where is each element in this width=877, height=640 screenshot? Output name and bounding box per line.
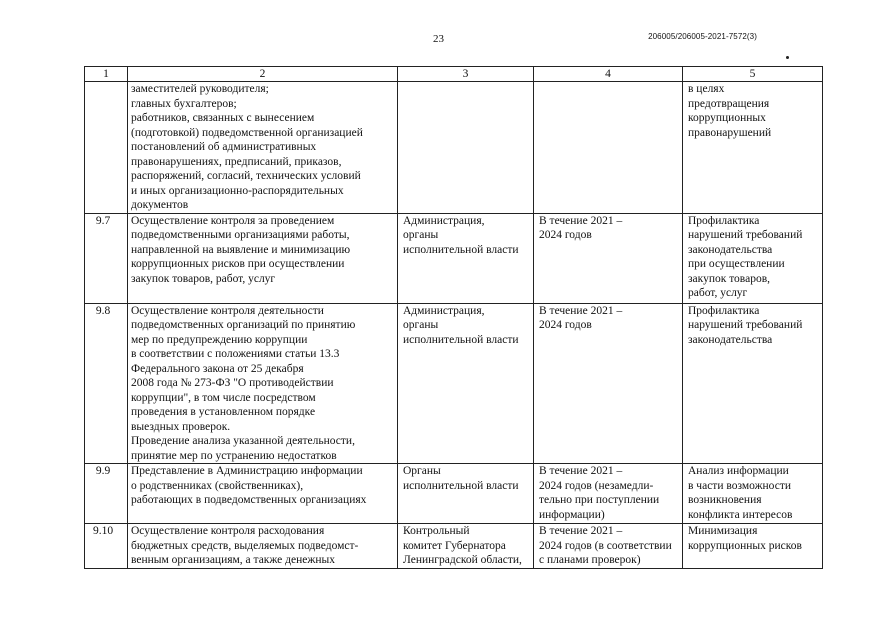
cell-text-line: 2024 годов (в соответствии <box>539 539 672 552</box>
responsible-cell <box>398 464 534 524</box>
cell-text-line: принятие мер по устранению недостатков <box>131 449 337 462</box>
measure-cell <box>128 213 398 303</box>
cell-text-line: заместителей руководителя; <box>131 83 269 95</box>
responsible-cell <box>398 213 534 303</box>
table-row <box>85 464 823 524</box>
cell-text-line: предотвращения <box>688 97 770 110</box>
result-cell <box>683 303 823 464</box>
cell-text-line: направленной на выявление и минимизацию <box>131 243 351 256</box>
cell-text-line: правонарушений <box>688 126 772 139</box>
result-cell <box>683 464 823 524</box>
cell-text-line: работников, связанных с вынесением <box>131 112 315 124</box>
cell-text-line: Администрация, <box>403 214 485 227</box>
table-body <box>85 82 823 569</box>
responsible-cell <box>398 524 534 569</box>
cell-text-line: 2024 годов <box>539 229 592 241</box>
cell-text-line: в части возможности <box>688 479 791 492</box>
cell-text-line: коррупции", в том числе посредством <box>131 391 316 404</box>
deadline-cell <box>534 82 683 214</box>
deadline-cell <box>534 303 683 464</box>
cell-text-line: Администрация, <box>403 304 485 317</box>
table-row <box>85 213 823 303</box>
column-header-4: 4 <box>534 67 683 82</box>
cell-text-line: подведомственных организаций по принятию <box>131 319 356 331</box>
item-number: 9.8 <box>85 303 128 464</box>
responsible-cell <box>398 82 534 214</box>
cell-text-line: Осуществление контроля за проведением <box>131 214 335 227</box>
cell-text-line: конфликта интересов <box>688 508 793 521</box>
cell-text-line: Осуществление контроля расходования <box>131 525 325 537</box>
cell-text-line: 2024 годов (незамедли- <box>539 479 654 492</box>
deadline-cell <box>534 524 683 569</box>
document-id: 206005/206005-2021-7572(3) <box>648 32 757 41</box>
item-number <box>85 82 128 214</box>
cell-text-line: работающих в подведомственных организациях <box>131 494 367 506</box>
measures-table <box>84 66 823 569</box>
cell-text-line: информации) <box>539 508 605 521</box>
cell-text-line: тельно при поступлении <box>539 494 660 506</box>
cell-text-line: о родственниках (свойственниках), <box>131 479 304 492</box>
cell-text-line: В течение 2021 – <box>539 465 623 477</box>
table-row <box>85 524 823 569</box>
item-number: 9.9 <box>85 464 128 524</box>
cell-text-line: органы <box>403 319 439 331</box>
cell-text-line: Федерального закона от 25 декабря <box>131 362 304 375</box>
cell-text-line: В течение 2021 – <box>539 304 623 317</box>
cell-text-line: В течение 2021 – <box>539 214 623 227</box>
table-row <box>85 82 823 214</box>
cell-text-line: исполнительной власти <box>403 333 519 346</box>
cell-text-line: с планами проверок) <box>539 554 641 566</box>
cell-text-line: Осуществление контроля деятельности <box>131 304 324 317</box>
cell-text-line: выездных проверок. <box>131 420 231 433</box>
page-number: 23 <box>433 33 444 45</box>
table-header-row <box>85 67 823 82</box>
column-header-5: 5 <box>683 67 823 82</box>
cell-text-line: Проведение анализа указанной деятельности, <box>131 435 355 447</box>
scan-mark <box>786 56 789 59</box>
cell-text-line: постановлений об административных <box>131 141 317 153</box>
cell-text-line: комитет Губернатора <box>403 539 506 552</box>
cell-text-line: законодательства <box>688 243 773 256</box>
cell-text-line: исполнительной власти <box>403 243 519 256</box>
cell-text-line: закупок товаров, <box>688 272 770 285</box>
column-header-3: 3 <box>398 67 534 82</box>
cell-text-line: венным организациям, а также денежных <box>131 554 335 566</box>
cell-text-line: органы <box>403 229 439 241</box>
cell-text-line: Ленинградской области, <box>403 554 522 566</box>
cell-text-line: (подготовкой) подведомственной организацией <box>131 126 363 139</box>
cell-text-line: в целях <box>688 83 725 95</box>
cell-text-line: подведомственными организациями работы, <box>131 229 350 241</box>
item-number: 9.7 <box>85 213 128 303</box>
measure-cell <box>128 464 398 524</box>
column-header-2: 2 <box>128 67 398 82</box>
cell-text-line: Минимизация <box>688 525 758 537</box>
cell-text-line: работ, услуг <box>688 287 748 299</box>
measure-cell <box>128 303 398 464</box>
cell-text-line: бюджетных средств, выделяемых подведомст- <box>131 539 359 552</box>
cell-text-line: Анализ информации <box>688 465 789 477</box>
cell-text-line: законодательства <box>688 333 773 346</box>
result-cell <box>683 524 823 569</box>
responsible-cell <box>398 303 534 464</box>
cell-text-line: Представление в Администрацию информации <box>131 465 363 477</box>
item-number: 9.10 <box>85 524 128 569</box>
deadline-cell <box>534 213 683 303</box>
result-cell <box>683 213 823 303</box>
cell-text-line: документов <box>131 199 189 211</box>
measure-cell <box>128 524 398 569</box>
cell-text-line: распоряжений, согласий, технических условий <box>131 170 361 182</box>
cell-text-line: коррупционных рисков <box>688 539 802 552</box>
cell-text-line: при осуществлении <box>688 258 785 270</box>
cell-text-line: главных бухгалтеров; <box>131 97 237 110</box>
cell-text-line: В течение 2021 – <box>539 525 623 537</box>
table-row <box>85 303 823 464</box>
cell-text-line: правонарушениях, предписаний, приказов, <box>131 155 342 168</box>
cell-text-line: коррупционных <box>688 112 766 124</box>
column-header-1: 1 <box>85 67 128 82</box>
cell-text-line: и иных организационно-распорядительных <box>131 184 344 197</box>
cell-text-line: Профилактика <box>688 304 760 317</box>
cell-text-line: исполнительной власти <box>403 479 519 492</box>
cell-text-line: нарушений требований <box>688 229 803 241</box>
cell-text-line: мер по предупреждению коррупции <box>131 333 308 346</box>
cell-text-line: Органы <box>403 465 441 477</box>
cell-text-line: закупок товаров, работ, услуг <box>131 272 276 285</box>
cell-text-line: в соответствии с положениями статьи 13.3 <box>131 348 340 360</box>
cell-text-line: нарушений требований <box>688 319 803 331</box>
cell-text-line: проведения в установленном порядке <box>131 406 316 418</box>
measure-cell <box>128 82 398 214</box>
result-cell <box>683 82 823 214</box>
cell-text-line: 2008 года № 273-ФЗ "О противодействии <box>131 377 334 389</box>
cell-text-line: возникновения <box>688 494 762 506</box>
deadline-cell <box>534 464 683 524</box>
cell-text-line: коррупционных рисков при осуществлении <box>131 258 345 270</box>
cell-text-line: Профилактика <box>688 214 760 227</box>
cell-text-line: 2024 годов <box>539 319 592 331</box>
cell-text-line: Контрольный <box>403 525 470 537</box>
